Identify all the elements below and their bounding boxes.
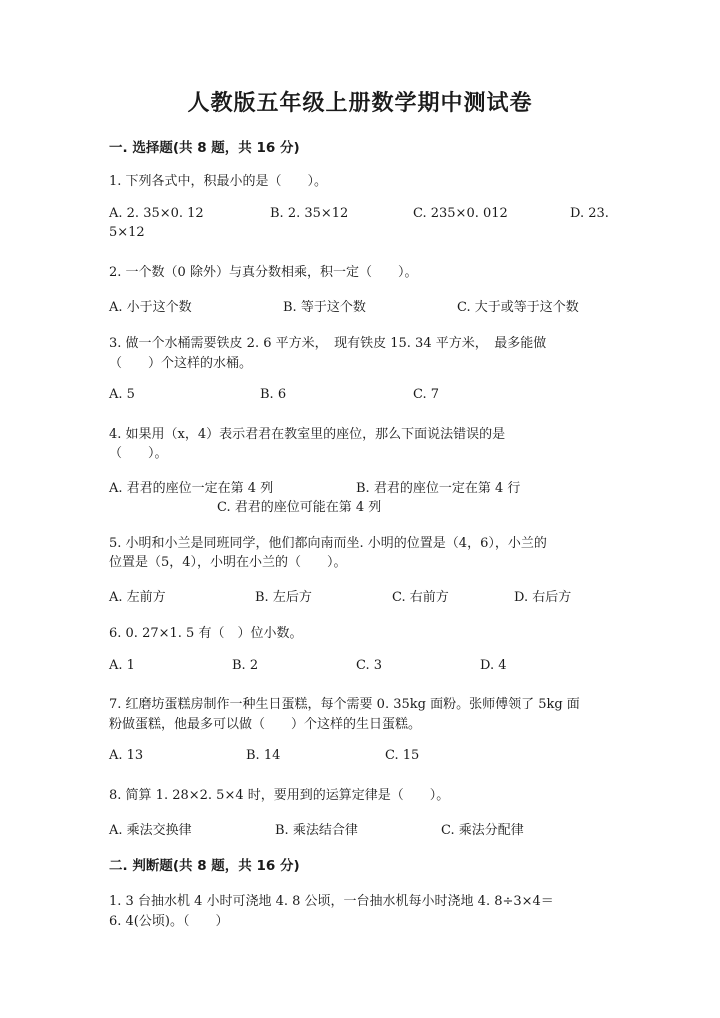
question-5-option-b: B. 左后方: [255, 590, 312, 605]
question-3-option-a: A. 5: [109, 387, 135, 402]
question-2-option-a: A. 小于这个数: [109, 300, 192, 315]
question-4-text-cont: （ ）。: [109, 446, 168, 461]
question-7-option-c: C. 15: [385, 748, 420, 763]
question-1-option-d: D. 23.: [570, 206, 609, 221]
question-1-option-c: C. 235×0. 012: [413, 206, 508, 221]
question-8-text: 8. 简算 1. 28×2. 5×4 时，要用到的运算定律是（ ）。: [109, 788, 450, 803]
question-4-text: 4. 如果用（x，4）表示君君在教室里的座位，那么下面说法错误的是: [109, 427, 506, 442]
question-5-option-a: A. 左前方: [109, 590, 166, 605]
question-8-option-b: B. 乘法结合律: [275, 823, 358, 838]
question-3-text: 3. 做一个水桶需要铁皮 2. 6 平方米， 现有铁皮 15. 34 平方米， 最多能做: [109, 336, 547, 351]
question-4-option-c: C. 君君的座位可能在第 4 列: [217, 500, 382, 515]
question-4-option-b: B. 君君的座位一定在第 4 行: [356, 481, 521, 496]
question-6-option-a: A. 1: [109, 658, 135, 673]
section-heading-choice: 一. 选择题(共 8 题，共 16 分): [109, 140, 300, 156]
question-1-text: 1. 下列各式中，积最小的是（ ）。: [109, 174, 328, 189]
section-heading-judge: 二. 判断题(共 8 题，共 16 分): [109, 858, 300, 874]
judge-1-text-cont: 6. 4(公顷)。（ ）: [109, 914, 229, 929]
question-3-option-c: C. 7: [413, 387, 440, 402]
question-3-option-b: B. 6: [260, 387, 287, 402]
question-7-option-b: B. 14: [246, 748, 281, 763]
question-6-option-c: C. 3: [356, 658, 383, 673]
judge-1-text: 1. 3 台抽水机 4 小时可浇地 4. 8 公顷，一台抽水机每小时浇地 4. 8÷3×4＝: [109, 894, 554, 909]
question-5-option-d: D. 右后方: [514, 590, 572, 605]
question-6-text: 6. 0. 27×1. 5 有（ ）位小数。: [109, 626, 303, 641]
question-1-option-b: B. 2. 35×12: [270, 206, 349, 221]
page-title: 人教版五年级上册数学期中测试卷: [187, 91, 533, 116]
question-2-option-c: C. 大于或等于这个数: [457, 300, 579, 315]
question-5-option-c: C. 右前方: [392, 590, 449, 605]
question-2-option-b: B. 等于这个数: [283, 300, 366, 315]
question-7-option-a: A. 13: [109, 748, 144, 763]
question-5-text-cont: 位置是（5，4），小明在小兰的（ ）。: [109, 555, 347, 570]
question-6-option-d: D. 4: [480, 658, 507, 673]
question-5-text: 5. 小明和小兰是同班同学，他们都向南而坐. 小明的位置是（4，6），小兰的: [109, 536, 547, 551]
question-1-option-d-cont: 5×12: [109, 225, 145, 240]
question-8-option-c: C. 乘法分配律: [441, 823, 524, 838]
question-7-text: 7. 红磨坊蛋糕房制作一种生日蛋糕，每个需要 0. 35kg 面粉。张师傅领了 5kg 面: [109, 697, 580, 712]
question-4-option-a: A. 君君的座位一定在第 4 列: [109, 481, 274, 496]
question-8-option-a: A. 乘法交换律: [109, 823, 192, 838]
question-2-text: 2. 一个数（0 除外）与真分数相乘，积一定（ ）。: [109, 265, 418, 280]
question-7-text-cont: 粉做蛋糕，他最多可以做（ ）个这样的生日蛋糕。: [109, 717, 422, 732]
question-1-option-a: A. 2. 35×0. 12: [109, 206, 204, 221]
question-6-option-b: B. 2: [232, 658, 259, 673]
question-3-text-cont: （ ）个这样的水桶。: [109, 356, 253, 371]
